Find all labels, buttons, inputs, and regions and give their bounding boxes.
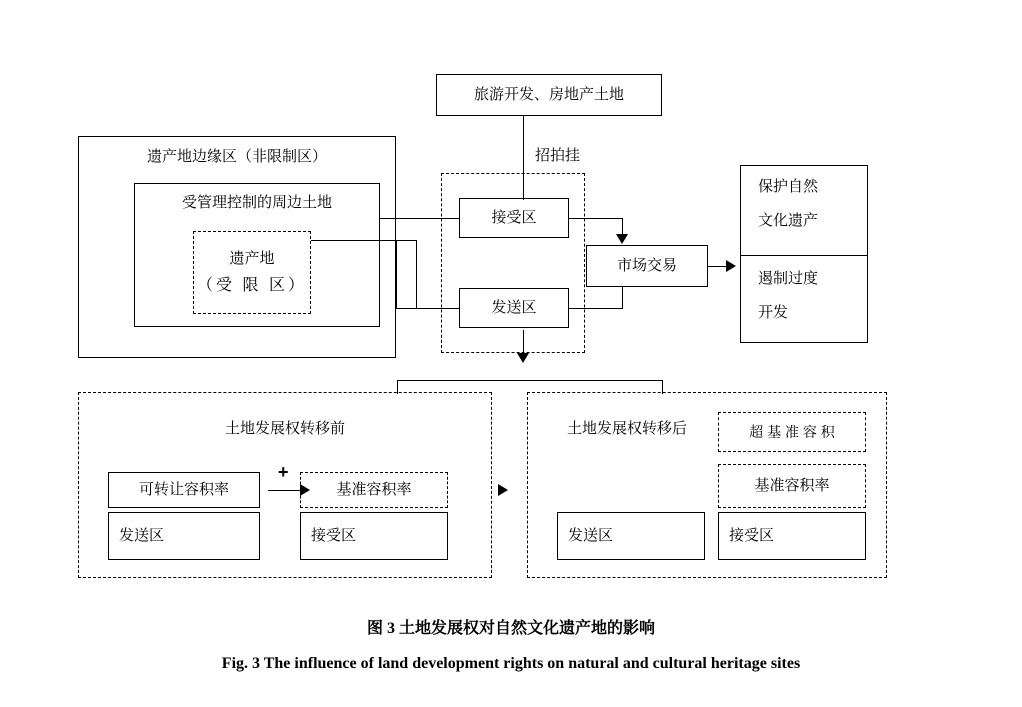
connector-receiving-to-market-h	[569, 218, 623, 219]
node-curb-overdev-line2: 开发	[758, 304, 789, 321]
connector-inner-vertical	[396, 240, 397, 308]
node-base-far-right	[718, 464, 866, 508]
node-base-far-right-label: 基准容积率	[754, 476, 830, 494]
node-heritage-fringe-label: 遗产地边缘区（非限制区）	[146, 148, 327, 165]
node-sending-area-label: 发送区	[491, 298, 537, 316]
node-tourism-realestate-label: 旅游开发、房地产土地	[473, 85, 624, 103]
connector-heritage-bracket-top	[311, 240, 417, 241]
connector-receiving-to-market-v	[622, 218, 623, 234]
node-restricted-zone-label: （受 限 区）	[197, 276, 307, 294]
node-heritage-site-restricted	[193, 231, 311, 314]
node-managed-surrounding-land-label: 受管理控制的周边土地	[181, 194, 332, 211]
node-protect-nature-line2: 文化遗产	[758, 212, 819, 229]
node-receiving-area-label: 接受区	[491, 208, 537, 226]
node-market-transaction-label: 市场交易	[616, 256, 677, 274]
node-transferable-far-label: 可转让容积率	[138, 480, 229, 498]
connector-bracket-to-sending	[396, 308, 459, 309]
node-curb-overdev-line1: 遏制过度	[758, 270, 819, 287]
connector-bottom-bar	[397, 380, 663, 381]
node-sending-area-after	[557, 512, 705, 560]
node-excess-base-far-label: 超 基 准 容 积	[749, 423, 835, 440]
label-bidding: 招拍挂	[535, 147, 581, 164]
node-receiving-area	[459, 198, 569, 238]
figure-caption-cn: 图 3 土地发展权对自然文化遗产地的影响	[366, 620, 655, 637]
node-heritage-site-label: 遗产地	[229, 249, 275, 267]
connector-before-transfer-arrow	[268, 490, 302, 491]
connector-heritage-bracket-vertical	[416, 240, 417, 308]
node-transferable-far	[108, 472, 260, 508]
panel-after-transfer-title: 土地发展权转移后	[566, 420, 687, 437]
connector-market-to-outcomes	[708, 266, 728, 267]
arrow-receiving-to-market	[616, 234, 628, 244]
node-receiving-area-before	[300, 512, 448, 560]
node-base-far-left	[300, 472, 448, 508]
connector-managed-to-receiving	[380, 218, 459, 219]
node-receiving-area-after-label: 接受区	[729, 526, 775, 544]
arrow-before-to-after	[498, 484, 508, 496]
connector-sending-to-market-h	[569, 308, 623, 309]
node-tourism-realestate	[436, 74, 662, 116]
connector-sending-to-market-v	[622, 287, 623, 308]
divider-outcomes	[740, 255, 868, 256]
node-base-far-left-label: 基准容积率	[336, 480, 412, 498]
node-excess-base-far	[718, 412, 866, 452]
arrow-zones-to-bottom	[517, 353, 529, 363]
node-sending-area-before	[108, 512, 260, 560]
node-sending-area-before-label: 发送区	[119, 526, 165, 544]
arrow-market-to-outcomes	[726, 260, 736, 272]
node-sending-area-after-label: 发送区	[568, 526, 614, 544]
node-market-transaction	[586, 245, 708, 287]
node-sending-area	[459, 288, 569, 328]
node-receiving-area-before-label: 接受区	[311, 526, 357, 544]
figure-caption-en: Fig. 3 The influence of land development rights on natural and cultural heritage sites	[221, 655, 801, 672]
node-protect-nature-line1: 保护自然	[758, 178, 819, 195]
panel-before-transfer-title: 土地发展权转移前	[224, 420, 345, 437]
plus-sign: +	[278, 462, 289, 482]
node-receiving-area-after	[718, 512, 866, 560]
